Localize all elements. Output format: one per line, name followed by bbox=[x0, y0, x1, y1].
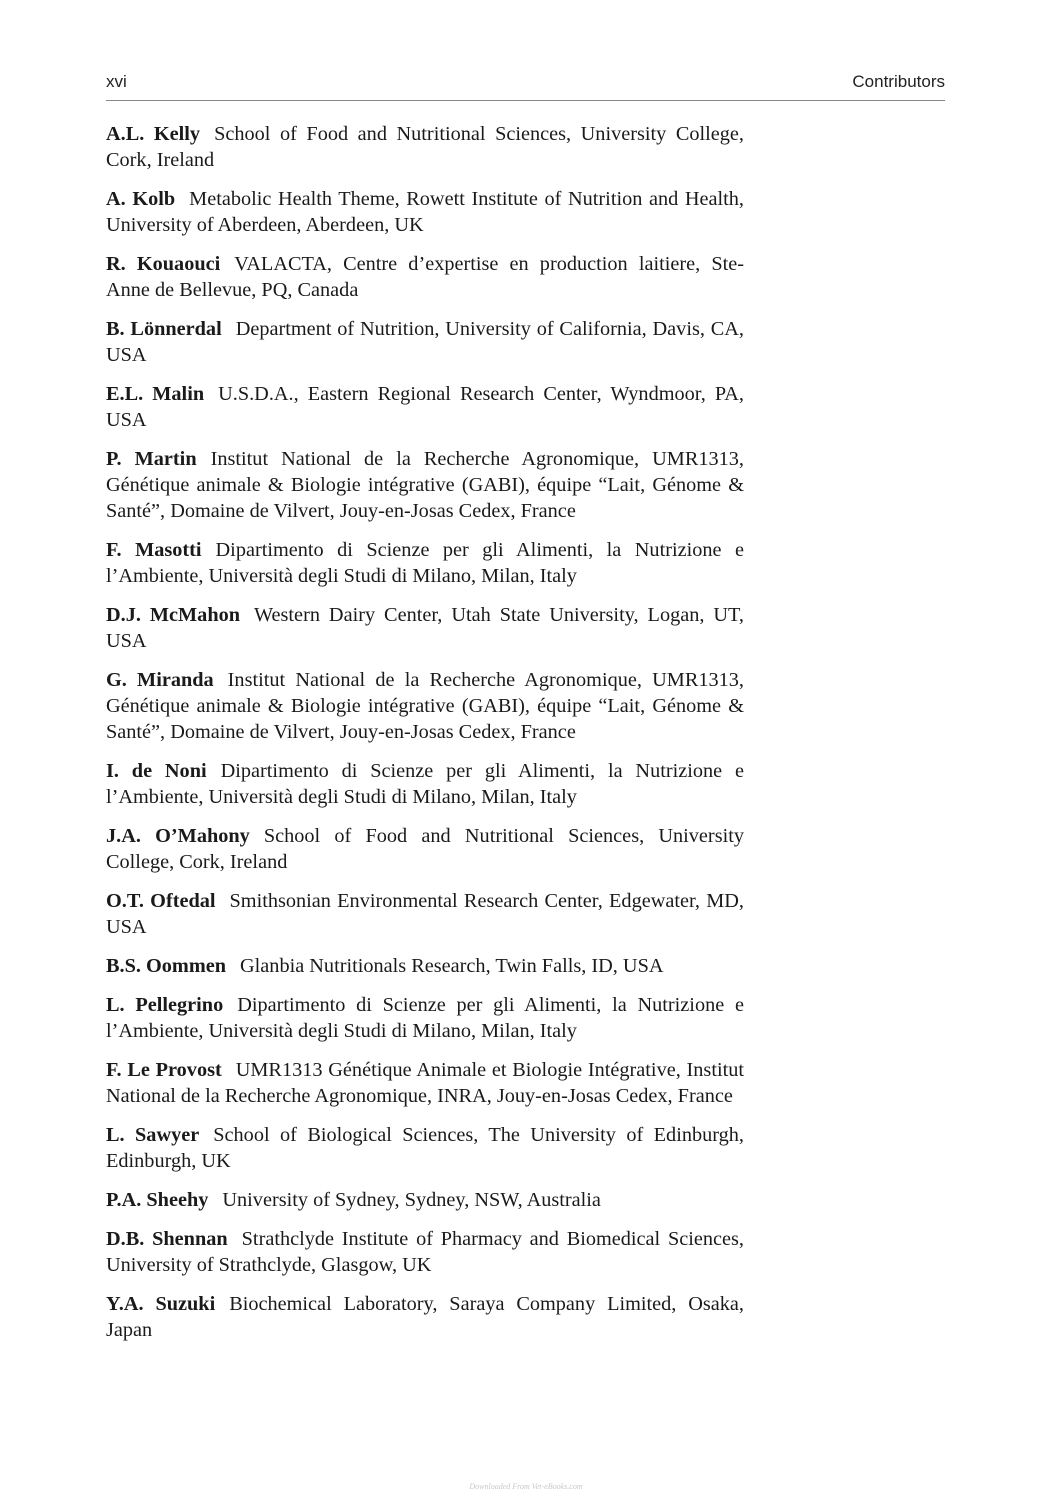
contributor-name: B. Lönnerdal bbox=[106, 318, 222, 340]
contributor-name: D.B. Shennan bbox=[106, 1228, 228, 1250]
contributor-name: O.T. Oftedal bbox=[106, 890, 216, 912]
contributor-name: E.L. Malin bbox=[106, 383, 205, 405]
contributor-affiliation: UMR1313 Génétique Animale et Biologie Intégrative, Institut National de la Recherche Agronomique, INRA, Jouy-en-Josas Cedex, France bbox=[106, 1059, 745, 1107]
contributor-name: P.A. Sheehy bbox=[106, 1189, 209, 1211]
page-header bbox=[106, 72, 945, 94]
contributor-entry bbox=[106, 186, 744, 238]
contributor-affiliation: School of Food and Nutritional Sciences, University College, Cork, Ireland bbox=[106, 825, 744, 873]
contributor-name: A. Kolb bbox=[106, 188, 176, 210]
contributor-affiliation: School of Food and Nutritional Sciences, University College, Cork, Ireland bbox=[106, 123, 744, 171]
contributor-entry bbox=[106, 953, 744, 979]
contributor-affiliation: Institut National de la Recherche Agronomique, UMR1313, Génétique animale & Biologie intégrative (GABI), équipe “Lait, Génome & Santé”, Domaine de Vilvert, Jouy-en-Josas Cedex, France bbox=[106, 448, 744, 522]
contributor-entry bbox=[106, 537, 744, 589]
contributor-entry bbox=[106, 667, 744, 745]
contributor-entry bbox=[106, 992, 744, 1044]
contributor-entry bbox=[106, 1122, 744, 1174]
contributor-name: R. Kouaouci bbox=[106, 253, 221, 275]
contributor-entry bbox=[106, 1291, 744, 1343]
contributor-affiliation: U.S.D.A., Eastern Regional Research Center, Wyndmoor, PA, USA bbox=[106, 383, 744, 431]
contributor-name: Y.A. Suzuki bbox=[106, 1293, 216, 1315]
contributor-affiliation: Biochemical Laboratory, Saraya Company Limited, Osaka, Japan bbox=[106, 1293, 744, 1341]
contributor-affiliation: Dipartimento di Scienze per gli Alimenti, la Nutrizione e l’Ambiente, Università degli Studi di Milano, Milan, Italy bbox=[106, 760, 744, 808]
contributor-affiliation: Metabolic Health Theme, Rowett Institute of Nutrition and Health, University of Aberdeen, Aberdeen, UK bbox=[106, 188, 744, 236]
contributor-affiliation: Glanbia Nutritionals Research, Twin Falls, ID, USA bbox=[240, 955, 664, 977]
contributor-entry bbox=[106, 888, 744, 940]
contributor-entry bbox=[106, 381, 744, 433]
contributor-affiliation: University of Sydney, Sydney, NSW, Australia bbox=[222, 1189, 601, 1211]
contributor-entry bbox=[106, 121, 744, 173]
contributor-name: D.J. McMahon bbox=[106, 604, 241, 626]
contributor-entry bbox=[106, 316, 744, 368]
contributor-name: F. Le Provost bbox=[106, 1059, 222, 1081]
contributor-name: L. Sawyer bbox=[106, 1124, 200, 1146]
contributor-name: J.A. O’Mahony bbox=[106, 825, 250, 847]
running-title: Contributors bbox=[852, 72, 945, 91]
contributor-affiliation: Strathclyde Institute of Pharmacy and Biomedical Sciences, University of Strathclyde, Glasgow, UK bbox=[106, 1228, 745, 1276]
contributor-affiliation: Department of Nutrition, University of California, Davis, CA, USA bbox=[106, 318, 744, 366]
contributor-entry bbox=[106, 823, 744, 875]
header-divider bbox=[106, 100, 945, 101]
contributor-name: G. Miranda bbox=[106, 669, 214, 691]
contributor-entry bbox=[106, 602, 744, 654]
contributor-affiliation: Dipartimento di Scienze per gli Alimenti, la Nutrizione e l’Ambiente, Università degli Studi di Milano, Milan, Italy bbox=[106, 539, 744, 587]
contributor-affiliation: Western Dairy Center, Utah State University, Logan, UT, USA bbox=[106, 604, 744, 652]
contributor-entry bbox=[106, 758, 744, 810]
contributor-name: A.L. Kelly bbox=[106, 123, 201, 145]
contributor-affiliation: Dipartimento di Scienze per gli Alimenti, la Nutrizione e l’Ambiente, Università degli Studi di Milano, Milan, Italy bbox=[106, 994, 744, 1042]
contributor-entry bbox=[106, 1057, 744, 1109]
contributor-name: L. Pellegrino bbox=[106, 994, 224, 1016]
contributor-name: I. de Noni bbox=[106, 760, 207, 782]
contributor-affiliation: VALACTA, Centre d’expertise en production laitiere, Ste-Anne de Bellevue, PQ, Canada bbox=[106, 253, 744, 301]
contributor-entry bbox=[106, 251, 744, 303]
footer-watermark: Downloaded From Vet-eBooks.com bbox=[469, 1482, 583, 1491]
contributor-affiliation: School of Biological Sciences, The University of Edinburgh, Edinburgh, UK bbox=[106, 1124, 744, 1172]
contributor-name: B.S. Oommen bbox=[106, 955, 227, 977]
contributor-entry bbox=[106, 1226, 744, 1278]
contributor-list bbox=[106, 121, 744, 1356]
page-number: xvi bbox=[106, 72, 127, 91]
contributor-affiliation: Smithsonian Environmental Research Center, Edgewater, MD, USA bbox=[106, 890, 744, 938]
contributor-entry bbox=[106, 1187, 744, 1213]
contributor-name: P. Martin bbox=[106, 448, 197, 470]
contributor-entry bbox=[106, 446, 744, 524]
contributor-affiliation: Institut National de la Recherche Agronomique, UMR1313, Génétique animale & Biologie intégrative (GABI), équipe “Lait, Génome & Santé”, Domaine de Vilvert, Jouy-en-Josas Cedex, France bbox=[106, 669, 744, 743]
contributor-name: F. Masotti bbox=[106, 539, 202, 561]
